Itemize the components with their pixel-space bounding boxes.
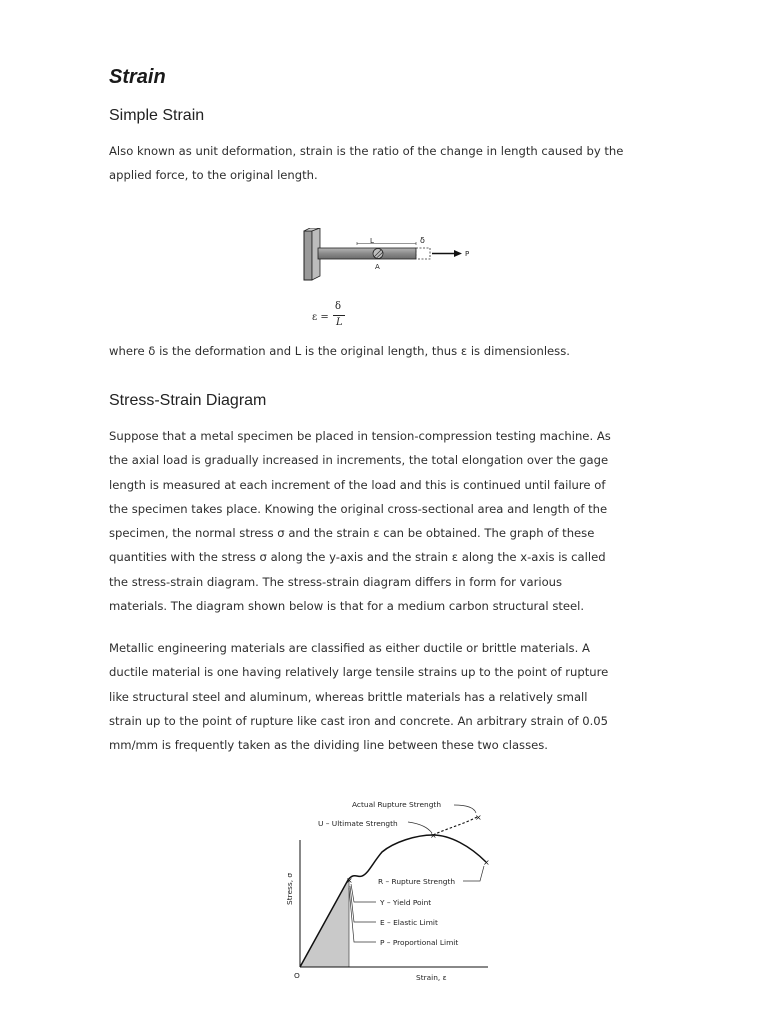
text-line: Also known as unit deformation, strain is the ratio of the change in length caused by the: [109, 144, 624, 158]
formula-lhs: ε =: [312, 312, 329, 323]
bar-tension-figure: [296, 228, 486, 284]
page-title: Strain: [109, 66, 166, 88]
label-L: L: [370, 237, 374, 245]
label-elastic-limit: E – Elastic Limit: [380, 918, 438, 927]
simple-strain-intro: [109, 139, 669, 188]
x-axis-label: Strain, ε: [416, 973, 447, 982]
text-line: the specimen takes place. Knowing the original cross-sectional area and length of the: [109, 501, 608, 516]
text-line: specimen, the normal stress σ and the strain ε can be obtained. The graph of these: [109, 526, 595, 541]
stress-strain-paragraph-2: [109, 636, 669, 757]
formula-denominator: L: [336, 317, 343, 328]
text-line: quantities with the stress σ along the y-axis and the strain ε along the x-axis is called: [109, 550, 606, 565]
text-line: mm/mm is frequently taken as the dividing line between these two classes.: [109, 738, 548, 753]
text-line: materials. The diagram shown below is that for a medium carbon structural steel.: [109, 599, 585, 614]
text-line: length is measured at each increment of the load and this is continued until failure of: [109, 477, 606, 492]
text-line: Metallic engineering materials are classified as either ductile or brittle materials. A: [109, 641, 590, 655]
label-proportional-limit: P – Proportional Limit: [380, 938, 459, 947]
stress-strain-diagram: [270, 790, 500, 990]
text-line: the axial load is gradually increased in increments, the total elongation over the gage: [109, 453, 609, 468]
label-yield-point: Y – Yield Point: [380, 898, 432, 907]
text-line: the stress-strain diagram. The stress-strain diagram differs in form for various: [109, 574, 563, 589]
text-line: strain up to the point of rupture like cast iron and concrete. An arbitrary strain of 0.05: [109, 713, 609, 728]
ultimate-marker: ×: [430, 831, 437, 840]
where-text: where δ is the deformation and L is the original length, thus ε is dimensionless.: [109, 344, 570, 358]
arrow-right-icon: [432, 250, 462, 257]
origin-label: O: [294, 971, 300, 980]
bar: [318, 248, 416, 259]
y-axis-label: Stress, σ: [285, 872, 294, 905]
label-A: A: [375, 263, 380, 271]
text-line: like structural steel and aluminum, whereas brittle materials has a relatively small: [109, 689, 588, 704]
stress-strain-paragraph-1: [109, 424, 669, 618]
label-delta: δ: [420, 236, 425, 245]
text-line: ductile material is one having relatively large tensile strains up to the point of rupture: [109, 665, 609, 680]
elongation-dashed: [416, 248, 430, 259]
fraction-bar: [333, 315, 345, 316]
yield-marker: ×: [346, 876, 353, 885]
actual-rupture-curve: [433, 817, 477, 835]
text-line: applied force, to the original length.: [109, 168, 318, 183]
section-heading-simple-strain: Simple Strain: [109, 107, 205, 124]
label-rupture-strength: R – Rupture Strength: [378, 877, 456, 886]
label-P: P: [465, 250, 470, 258]
label-actual-rupture-strength: Actual Rupture Strength: [352, 800, 442, 809]
rupture-marker: ×: [483, 858, 490, 867]
text-line: Suppose that a metal specimen be placed in tension-compression testing machine. As: [109, 429, 611, 443]
rupture-marker: ×: [475, 813, 482, 822]
section-heading-stress-strain: Stress-Strain Diagram: [109, 392, 267, 409]
label-ultimate-strength: U – Ultimate Strength: [318, 819, 398, 828]
strain-formula: [312, 301, 372, 334]
formula-numerator: δ: [335, 301, 342, 312]
